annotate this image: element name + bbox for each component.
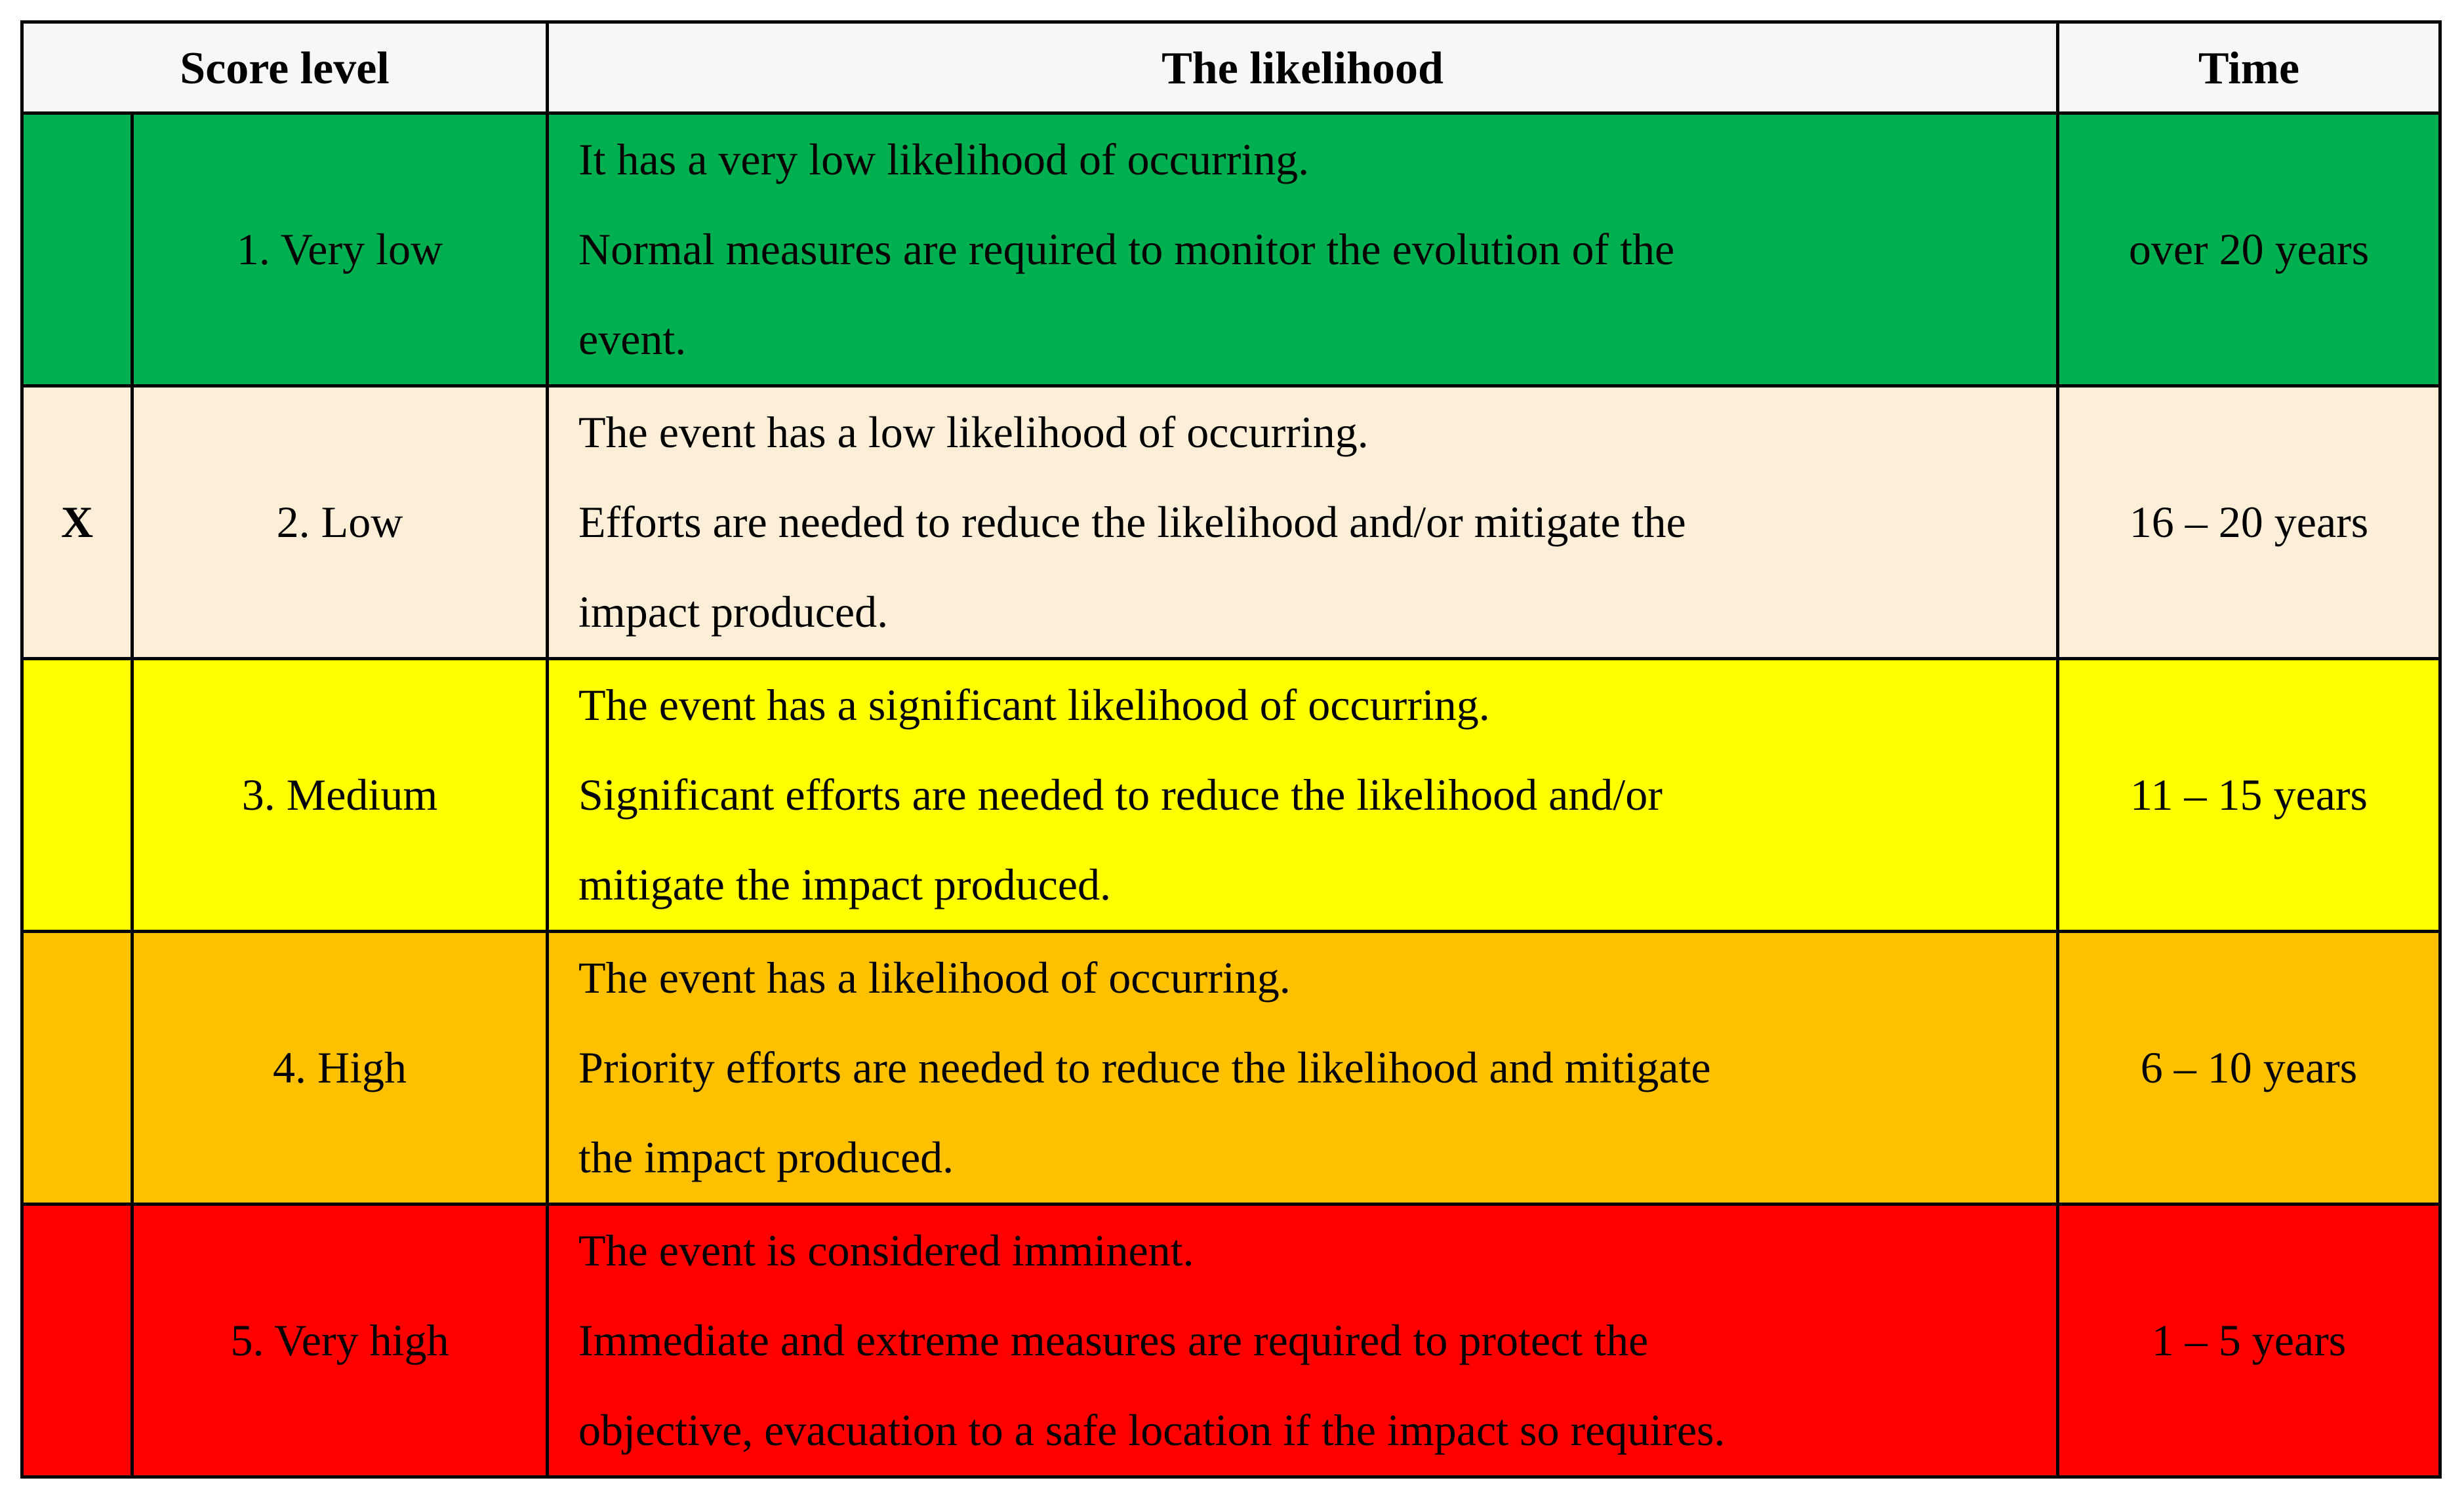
score-level-label: 1. Very low [132,113,548,386]
time-range: 6 – 10 years [2058,932,2440,1204]
description-line: impact produced. [578,587,889,637]
table-row [22,1204,2440,1477]
header-score-level: Score level [22,22,548,113]
table-row [22,659,2440,932]
description-line: mitigate the impact produced. [578,860,1111,909]
time-range: 11 – 15 years [2058,659,2440,932]
selection-mark [22,1204,132,1477]
description-line: event. [578,314,687,364]
description-line: Efforts are needed to reduce the likelihood and/or mitigate the [578,497,1686,547]
time-range: over 20 years [2058,113,2440,386]
selection-mark [22,113,132,386]
description-line: objective, evacuation to a safe location if the impact so requires. [578,1405,1726,1455]
score-level-label: 5. Very high [132,1204,548,1477]
time-range: 16 – 20 years [2058,386,2440,659]
time-range: 1 – 5 years [2058,1204,2440,1477]
table-row [22,386,2440,659]
score-level-label: 3. Medium [132,659,548,932]
likelihood-description [548,932,2058,1204]
description-line: The event has a low likelihood of occurring. [578,407,1369,457]
likelihood-description [548,113,2058,386]
likelihood-description [548,1204,2058,1477]
description-line: The event has a likelihood of occurring. [578,953,1291,1003]
likelihood-description [548,659,2058,932]
description-line: It has a very low likelihood of occurring. [578,134,1310,184]
selection-mark [22,932,132,1204]
header-row [22,22,2440,113]
description-line: Immediate and extreme measures are required to protect the [578,1315,1649,1365]
description-line: The event is considered imminent. [578,1225,1194,1275]
description-line: Normal measures are required to monitor the evolution of the [578,224,1675,274]
selection-mark [22,659,132,932]
score-level-label: 4. High [132,932,548,1204]
table-row [22,932,2440,1204]
header-time: Time [2058,22,2440,113]
description-line: The event has a significant likelihood of occurring. [578,680,1490,730]
likelihood-description [548,386,2058,659]
table-row [22,113,2440,386]
description-line: the impact produced. [578,1132,954,1182]
likelihood-scale-table [20,20,2442,1479]
header-likelihood: The likelihood [548,22,2058,113]
score-level-label: 2. Low [132,386,548,659]
selection-mark: X [22,386,132,659]
description-line: Significant efforts are needed to reduce the likelihood and/or [578,770,1663,820]
description-line: Priority efforts are needed to reduce the likelihood and mitigate [578,1043,1711,1092]
